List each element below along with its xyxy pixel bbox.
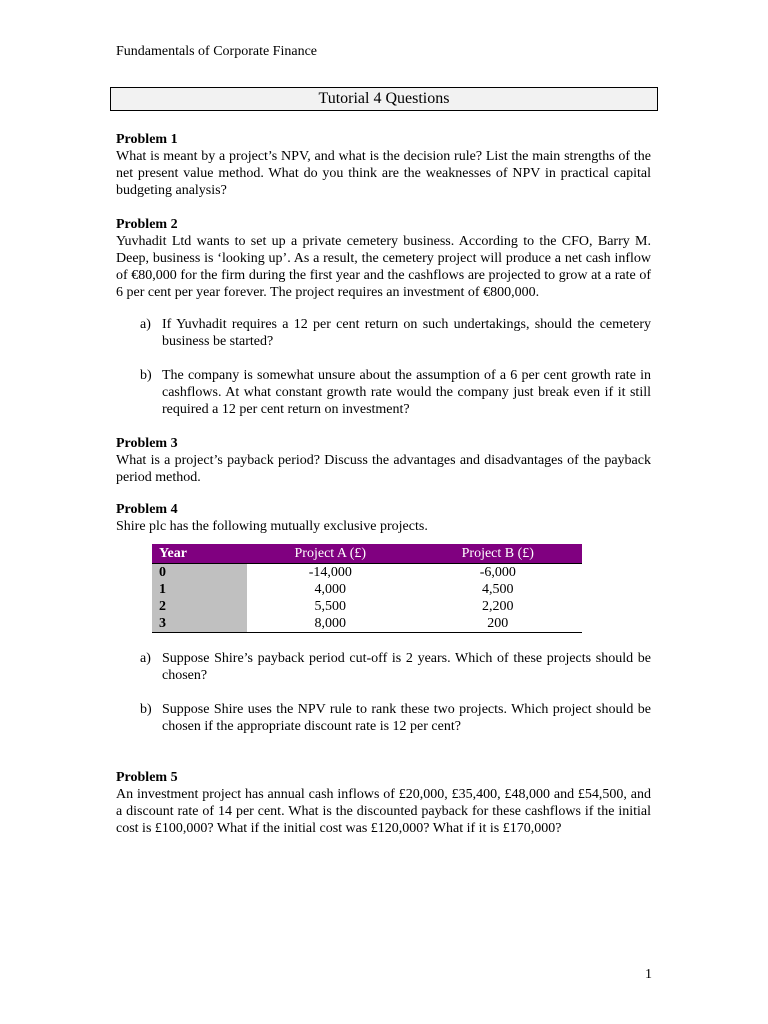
project-b-cell: 4,500 bbox=[482, 582, 514, 597]
project-b-cell: 200 bbox=[414, 615, 582, 633]
project-b-cell: 2,200 bbox=[482, 599, 514, 614]
project-a-cell: 8,000 bbox=[247, 615, 414, 633]
sub-question-a bbox=[116, 650, 651, 684]
table-row bbox=[152, 581, 582, 598]
page-title: Tutorial 4 Questions bbox=[110, 87, 658, 111]
problem-1 bbox=[116, 131, 651, 199]
sub-question-label: b) bbox=[140, 368, 152, 383]
sub-question-text: Suppose Shire uses the NPV rule to rank these two projects. Which project should be chosen if the appropriate discount rate is 12 per cent? bbox=[162, 702, 651, 734]
sub-question-label: b) bbox=[140, 702, 152, 717]
year-cell: 2 bbox=[152, 598, 247, 615]
problem-3 bbox=[116, 435, 651, 486]
problem-text: What is meant by a project’s NPV, and what is the decision rule? List the main strengths of the net present value method. What do you think are the weaknesses of NPV in practical capital budgeting analysis? bbox=[116, 149, 651, 198]
problem-heading: Problem 4 bbox=[116, 502, 178, 517]
year-cell: 0 bbox=[152, 564, 247, 582]
document-body bbox=[116, 131, 651, 854]
running-header: Fundamentals of Corporate Finance bbox=[116, 44, 318, 59]
sub-question-a bbox=[116, 316, 651, 350]
project-a-cell: 5,500 bbox=[314, 599, 347, 614]
table-row bbox=[152, 564, 582, 582]
column-header-year: Year bbox=[152, 544, 247, 564]
page-number: 1 bbox=[645, 967, 652, 982]
sub-question-label: a) bbox=[140, 651, 151, 666]
sub-question-label: a) bbox=[140, 317, 151, 332]
problem-text: Yuvhadit Ltd wants to set up a private cemetery business. According to the CFO, Barry M. Deep, business is ‘looking up’. As a result, the cemetery project will produce a net cash inflow of €80,000 for the firm during the first year and the cashflows are projected to grow at a rate of 6 per cent per year forever. The project requires an investment of €800,000. bbox=[116, 234, 651, 300]
sub-question-text: If Yuvhadit requires a 12 per cent return on such undertakings, should the cemetery business be started? bbox=[162, 317, 651, 349]
column-header-project-b: Project B (£) bbox=[414, 544, 582, 564]
problem-heading: Problem 3 bbox=[116, 436, 178, 451]
sub-question-b bbox=[116, 701, 651, 735]
problem-2 bbox=[116, 216, 651, 301]
project-a-cell: 4,000 bbox=[314, 582, 347, 597]
table-header-row bbox=[152, 544, 582, 564]
problem-text: An investment project has annual cash inflows of £20,000, £35,400, £48,000 and £54,500, and a discount rate of 14 per cent. What is the discounted payback for these cashflows if the initial cost is £100,000? What if the initial cost was £120,000? What if it is £170,000? bbox=[116, 787, 651, 836]
problem-heading: Problem 1 bbox=[116, 132, 178, 147]
problem-text: What is a project’s payback period? Discuss the advantages and disadvantages of the payback period method. bbox=[116, 453, 651, 485]
sub-question-text: The company is somewhat unsure about the assumption of a 6 per cent growth rate in cashflows. At what constant growth rate would the company just break even if it still required a 12 per cent return on investment? bbox=[162, 368, 651, 417]
year-cell: 3 bbox=[152, 615, 247, 633]
project-b-cell: -6,000 bbox=[479, 565, 516, 580]
year-cell: 1 bbox=[152, 581, 247, 598]
projects-table bbox=[152, 544, 582, 633]
sub-question-text: Suppose Shire’s payback period cut-off is 2 years. Which of these projects should be chosen? bbox=[162, 651, 651, 683]
problem-heading: Problem 5 bbox=[116, 770, 178, 785]
table-row bbox=[152, 598, 582, 615]
table-row bbox=[152, 615, 582, 633]
problem-5 bbox=[116, 769, 651, 837]
sub-question-b bbox=[116, 367, 651, 418]
problem-4 bbox=[116, 501, 651, 535]
problem-heading: Problem 2 bbox=[116, 217, 178, 232]
problem-text: Shire plc has the following mutually exclusive projects. bbox=[116, 519, 428, 534]
column-header-project-a: Project A (£) bbox=[247, 544, 414, 564]
project-a-cell: -14,000 bbox=[308, 565, 352, 580]
